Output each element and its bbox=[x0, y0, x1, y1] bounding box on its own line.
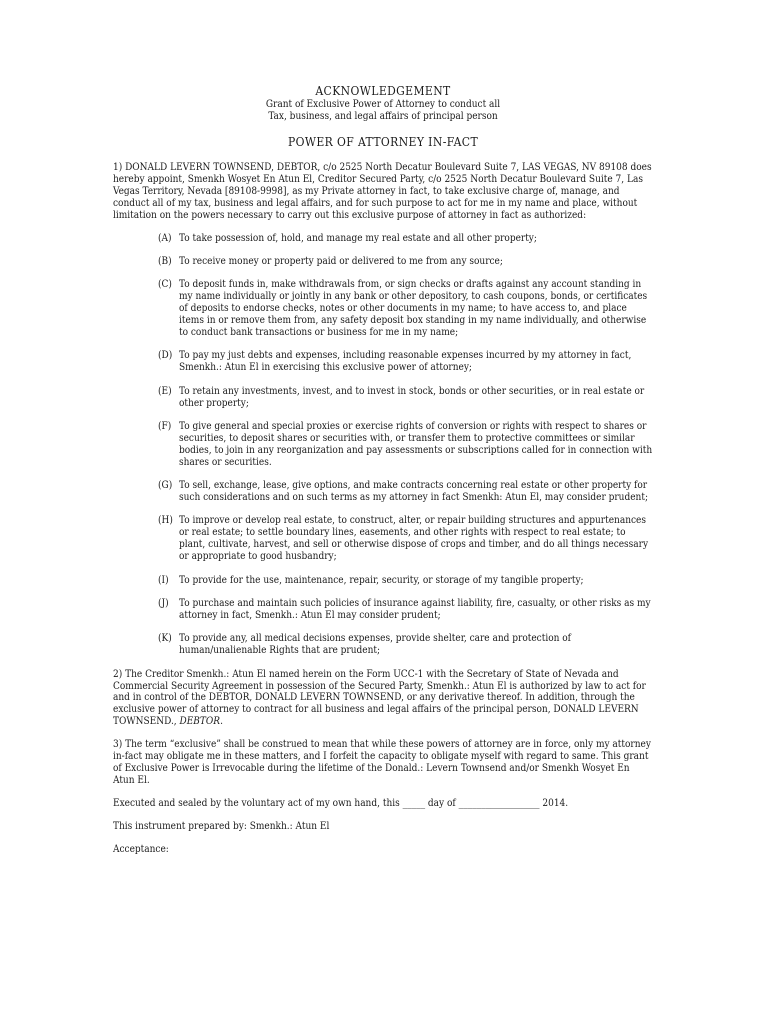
list-item bbox=[113, 256, 653, 268]
list-item bbox=[113, 515, 653, 563]
list-item-text: To sell, exchange, lease, give options, and make contracts concerning real estate or other property for such considerations and on such terms as my attorney in fact Smenkh: Atun El, may consider prudent; bbox=[179, 480, 648, 504]
document-page bbox=[113, 84, 653, 866]
list-item-marker: (F) bbox=[158, 421, 172, 432]
list-item bbox=[113, 633, 653, 657]
section-title: POWER OF ATTORNEY IN-FACT bbox=[287, 135, 479, 149]
powers-list bbox=[113, 233, 653, 658]
paragraph-1: 1) DONALD LEVERN TOWNSEND, DEBTOR, c/o 2525 North Decatur Boulevard Suite 7, LAS VEGAS, NV 89108 does hereby appoint, Smenkh Wosyet En Atun El, Creditor Secured Party, c/o 2525 North Decatur Boulevard Suite 7, Las Vegas Territory, Nevada [89108-9998], as my Private attorney in fact, to take exclusive charge of, manage, and conduct all of my tax, business and legal affairs, and for such purpose to act for me in my name and place, without limitation on the powers necessary to carry out this exclusive purpose of attorney in fact as authorized: bbox=[113, 162, 652, 221]
list-item bbox=[113, 386, 653, 410]
list-item bbox=[113, 480, 653, 504]
list-item-text: To give general and special proxies or exercise rights of conversion or rights with respect to shares or securities, to deposit shares or securities with, or transfer them to protective committees or similar bodies, to join in any reorganization and pay assessments or subscriptions called for in connection with shares or securities. bbox=[179, 421, 653, 468]
list-item bbox=[113, 421, 653, 469]
list-item-marker: (I) bbox=[158, 574, 169, 586]
list-item bbox=[113, 575, 653, 587]
list-item-text: To provide any, all medical decisions expenses, provide shelter, care and protection of human/unalienable Rights that are prudent; bbox=[179, 633, 572, 657]
paragraph-3: 3) The term “exclusive” shall be construed to mean that while these powers of attorney are in force, only my attorney in-fact may obligate me in these matters, and I forfeit the capacity to obligate myself with regard to same. This grant of Exclusive Power is Irrevocable during the lifetime of the Donald.: Levern Townsend and/or Smenkh Wosyet En Atun El. bbox=[113, 739, 651, 786]
paragraph-2-text: 2) The Creditor Smenkh.: Atun El named herein on the Form UCC-1 with the Secretary of State of Nevada and Commercial Security Agreement in possession of the Secured Party, Smenkh.: Atun El is authorized by law to act for and in control of the DEBTOR, DONALD LEVERN TOWNSEND, or any derivative thereof. In addition, through the exclusive power of attorney to contract for all business and legal affairs of the principal person, DONALD LEVERN TOWNSEND., bbox=[113, 668, 646, 728]
paragraph-2-debtor: DEBTOR. bbox=[179, 716, 223, 728]
list-item-marker: (E) bbox=[158, 385, 172, 397]
list-item-text: To provide for the use, maintenance, repair, security, or storage of my tangible property; bbox=[179, 574, 584, 586]
list-item-text: To deposit funds in, make withdrawals from, or sign checks or drafts against any account standing in my name individually or jointly in any bank or other depository, to cash coupons, bonds, or certificates of deposits to endorse checks, notes or other documents in my name; to have access to, and place items in or remove them from, any safety deposit box standing in my name individually, and otherwise to conduct bank transactions or business for me in my name; bbox=[179, 279, 648, 338]
list-item-marker: (K) bbox=[158, 633, 172, 645]
list-item bbox=[113, 350, 653, 374]
paragraph-2 bbox=[113, 669, 653, 729]
list-item-marker: (A) bbox=[158, 232, 172, 244]
list-item bbox=[113, 233, 653, 245]
document-subtitle-line1: Grant of Exclusive Power of Attorney to conduct all bbox=[265, 99, 501, 110]
acceptance-line: Acceptance: bbox=[113, 843, 169, 855]
list-item-marker: (J) bbox=[158, 597, 169, 609]
list-item-text: To receive money or property paid or delivered to me from any source; bbox=[179, 255, 503, 267]
list-item bbox=[113, 598, 653, 622]
execution-line: Executed and sealed by the voluntary act of my own hand, this _____ day of __________________ 2014. bbox=[113, 797, 569, 809]
document-title: ACKNOWLEDGEMENT bbox=[315, 84, 451, 98]
document-subtitle-line2: Tax, business, and legal affairs of principal person bbox=[268, 111, 498, 122]
list-item-marker: (H) bbox=[158, 515, 173, 527]
list-item-text: To pay my just debts and expenses, including reasonable expenses incurred by my attorney in fact, Smenkh.: Atun El in exercising this exclusive power of attorney; bbox=[179, 350, 632, 374]
list-item-text: To improve or develop real estate, to construct, alter, or repair building structures and appurtenances or real estate; to settle boundary lines, easements, and other rights with respect to real estate; to plant, cultivate, harvest, and sell or otherwise dispose of crops and timber, and do all things necessary or appropriate to good husbandry; bbox=[179, 515, 649, 563]
list-item-marker: (C) bbox=[158, 279, 172, 291]
list-item-text: To take possession of, hold, and manage my real estate and all other property; bbox=[179, 232, 537, 244]
list-item-marker: (B) bbox=[158, 255, 172, 267]
prepared-by-line: This instrument prepared by: Smenkh.: Atun El bbox=[113, 820, 330, 832]
list-item-marker: (G) bbox=[158, 480, 173, 492]
list-item bbox=[113, 279, 653, 339]
list-item-text: To purchase and maintain such policies of insurance against liability, fire, casualty, or other risks as my attorney in fact, Smenkh.: Atun El may consider prudent; bbox=[179, 597, 651, 621]
list-item-marker: (D) bbox=[158, 350, 173, 362]
list-item-text: To retain any investments, invest, and to invest in stock, bonds or other securities, or in real estate or other property; bbox=[179, 385, 645, 409]
